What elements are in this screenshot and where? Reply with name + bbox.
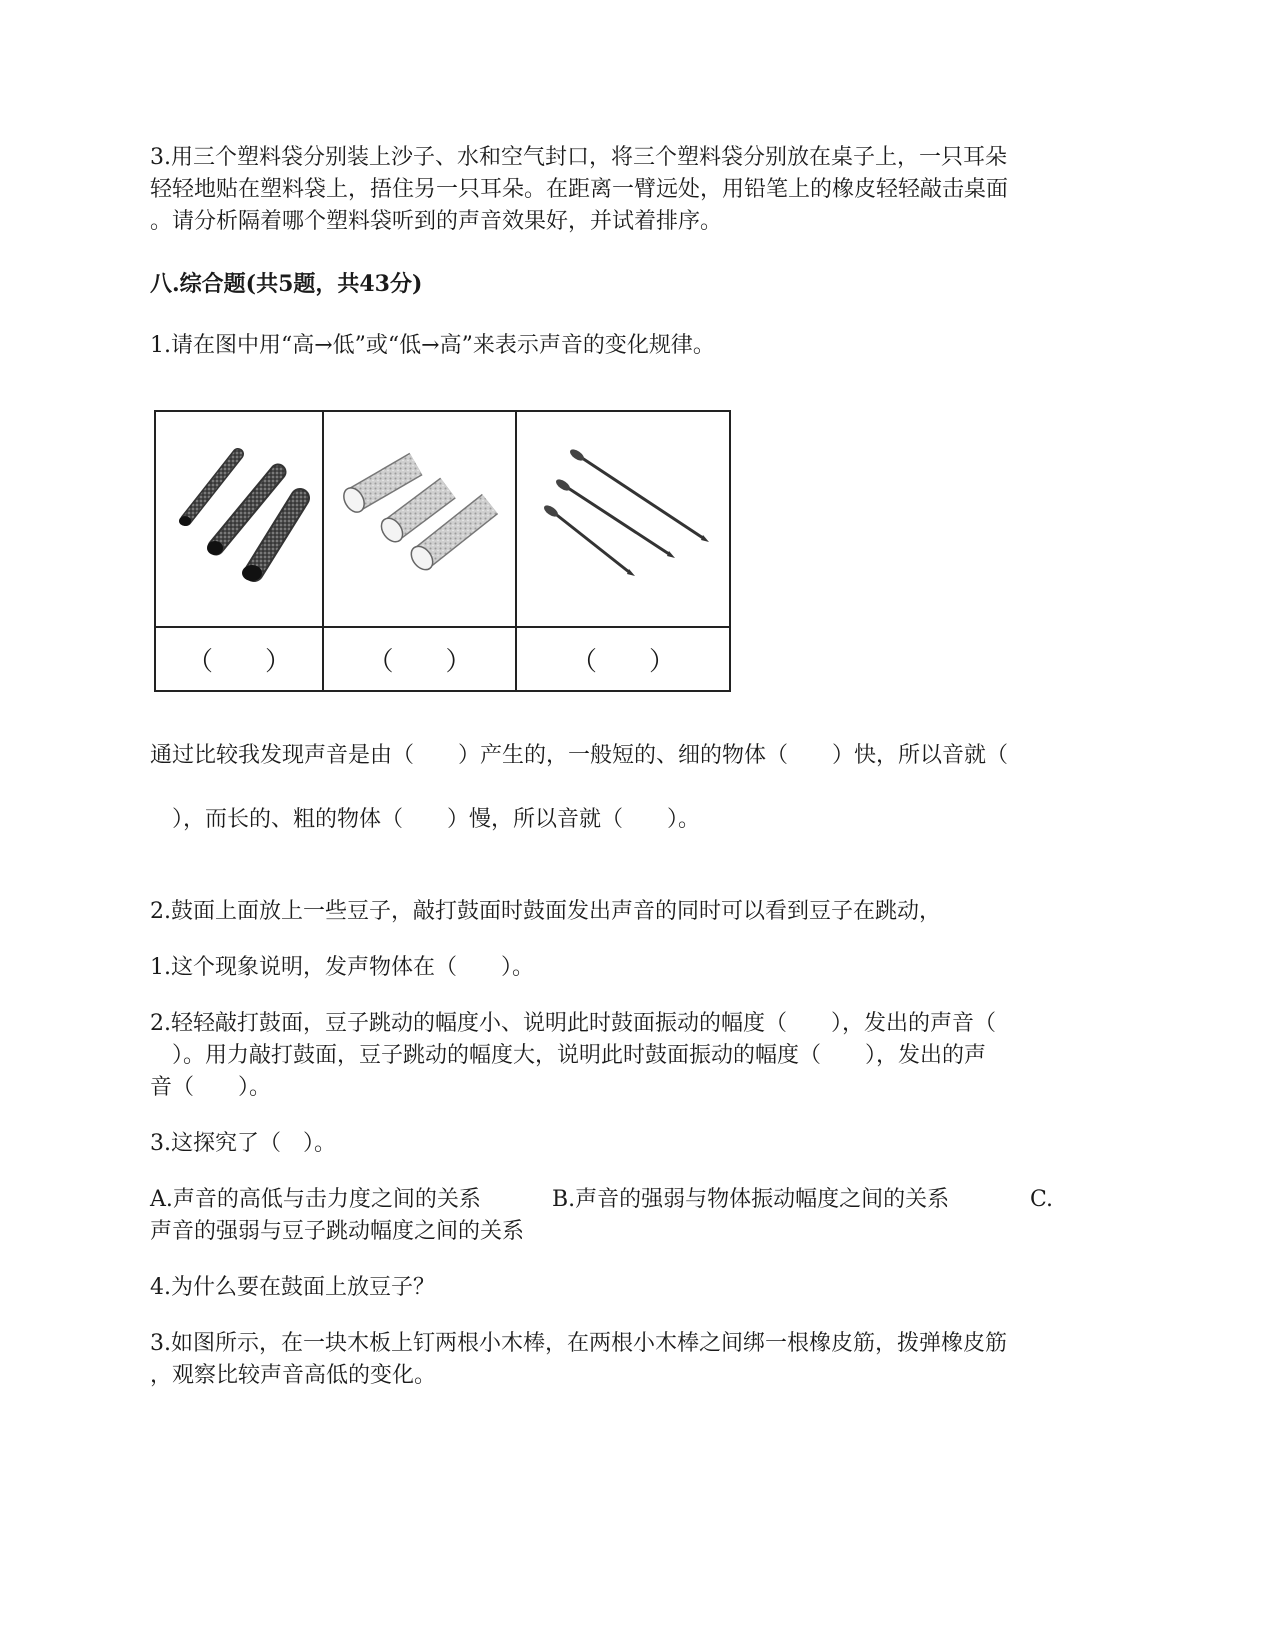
q8-2-sub-1: 1.这个现象说明，发声物体在（ ）。: [150, 955, 534, 980]
q8-2-prompt: 2.鼓面上面放上一些豆子，敲打鼓面时鼓面发出声音的同时可以看到豆子在跳动，: [150, 899, 941, 924]
hollow-tubes-image: [324, 412, 515, 622]
figure-panel-metal-tubes: [155, 411, 323, 627]
answer-blank-2[interactable]: （ ）: [323, 627, 516, 691]
metal-tubes-image: [156, 412, 322, 622]
figure-panel-hollow-tubes: [323, 411, 516, 627]
figure-panel-nails: [516, 411, 730, 627]
q8-2-sub-2-line-3: 音（ ）。: [150, 1075, 272, 1100]
q8-1-prompt: 1.请在图中用“高→低”或“低→高”来表示声音的变化规律。: [150, 333, 715, 358]
section-heading: 八.综合题(共5题，共43分): [150, 271, 423, 297]
q8-1-fill-line-2: ），而长的、粗的物体（ ）慢，所以音就（ ）。: [150, 807, 701, 832]
q8-2-options-row: [150, 1184, 1110, 1216]
nail-1: [568, 447, 709, 542]
q8-2-sub-2-line-2: ）。用力敲打鼓面，豆子跳动的幅度大，说明此时鼓面振动的幅度（ ），发出的声: [150, 1043, 987, 1068]
option-c-label[interactable]: C.: [1030, 1187, 1054, 1212]
option-c-text: 声音的强弱与豆子跳动幅度之间的关系: [150, 1219, 525, 1244]
q8-3-line-2: ，观察比较声音高低的变化。: [150, 1363, 437, 1388]
option-a[interactable]: A.声音的高低与击力度之间的关系: [150, 1187, 481, 1212]
answer-blank-3[interactable]: （ ）: [516, 627, 730, 691]
nail-3: [542, 503, 635, 576]
q7-3-line-3: 。请分析隔着哪个塑料袋听到的声音效果好，并试着排序。: [150, 209, 723, 234]
q8-2-sub-4: 4.为什么要在鼓面上放豆子？: [150, 1275, 435, 1300]
q8-2-sub-2-line-1: 2.轻轻敲打鼓面，豆子跳动的幅度小、说明此时鼓面振动的幅度（ ），发出的声音（: [150, 1011, 996, 1036]
answer-blank-1[interactable]: （ ）: [155, 627, 323, 691]
nail-2: [554, 477, 675, 558]
nails-image: [517, 412, 729, 622]
option-b[interactable]: B.声音的强弱与物体振动幅度之间的关系: [552, 1187, 950, 1212]
q8-3-line-1: 3.如图所示，在一块木板上钉两根小木棒，在两根小木棒之间绑一根橡皮筋，拨弹橡皮筋: [150, 1331, 1007, 1356]
metal-tube-short: [179, 454, 238, 526]
q8-1-fill-line-1: 通过比较我发现声音是由（ ）产生的，一般短的、细的物体（ ）快，所以音就（: [150, 743, 1009, 768]
q7-3-line-2: 轻轻地贴在塑料袋上，捂住另一只耳朵。在距离一臂远处，用铅笔上的橡皮轻轻敲击桌面: [150, 177, 1009, 202]
q7-3-line-1: 3.用三个塑料袋分别装上沙子、水和空气封口，将三个塑料袋分别放在桌子上，一只耳朵: [150, 145, 1007, 170]
q8-2-sub-3: 3.这探究了（ ）。: [150, 1131, 336, 1156]
sound-figure-table: [154, 410, 731, 692]
